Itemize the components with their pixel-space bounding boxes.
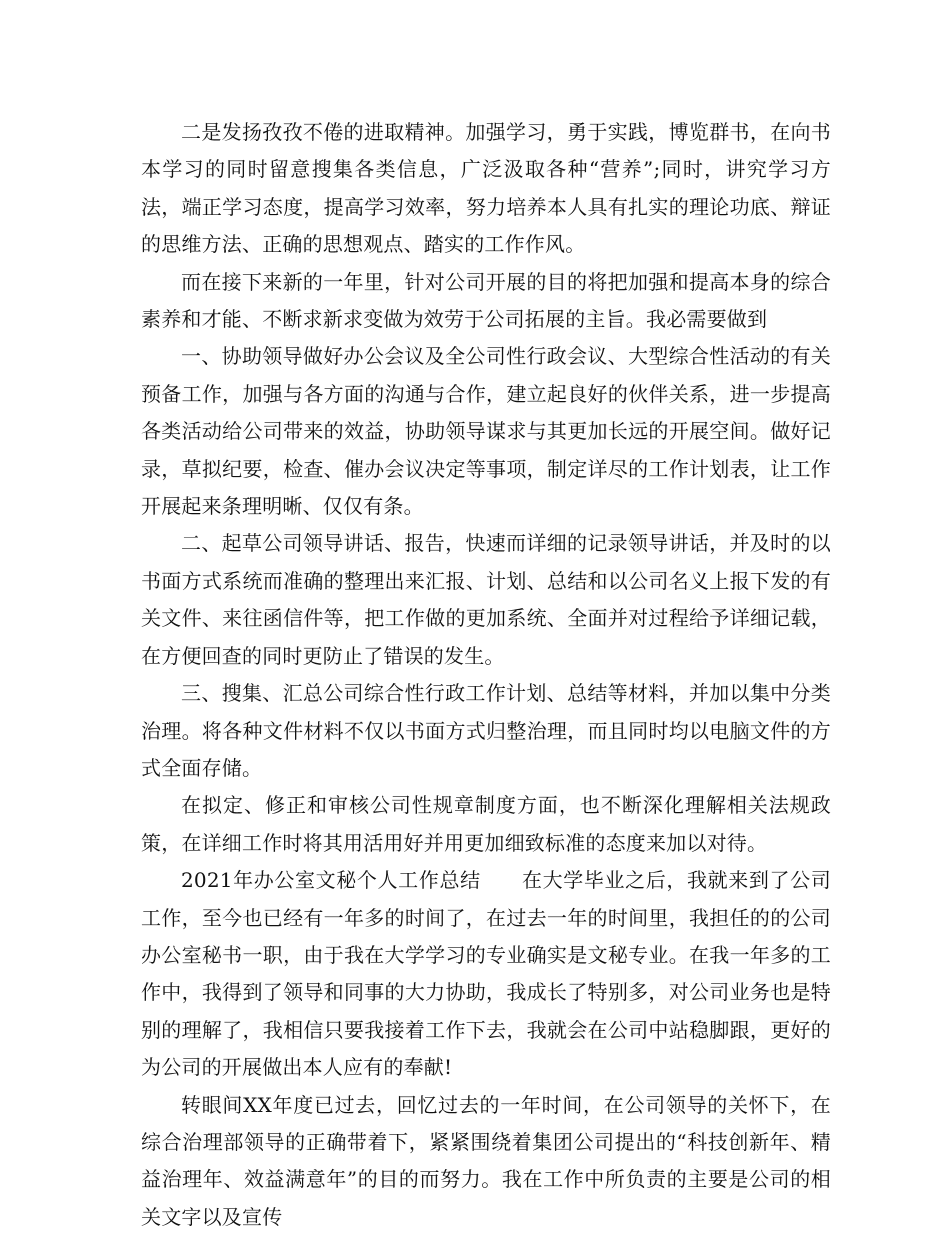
paragraph-year-review: 转眼间XX年度已过去，回忆过去的一年时间，在公司领导的关怀下，在综合治理部领导的正确带着下，紧紧围绕着集团公司提出的“科技创新年、精益治理年、效益满意年”的目的而努力。我在工作中所负责的主要是公司的相关文字以及宣传 xyxy=(141,1092,831,1229)
paragraph-item-one: 一、协助领导做好办公会议及全公司性行政会议、大型综合性活动的有关预备工作，加强与各方面的沟通与合作，建立起良好的伙伴关系，进一步提高各类活动给公司带来的效益，协助领导谋求与其更加长远的开展空间。做好记录，草拟纪要，检查、催办会议决定等事项，制定详尽的工作计划表，让工作开展起来条理明晰、仅仅有条。 xyxy=(141,344,831,519)
document-body xyxy=(141,114,831,1236)
paragraph-new-year-plan: 而在接下来新的一年里，针对公司开展的目的将把加强和提高本身的综合素养和才能、不断求新求变做为效劳于公司拓展的主旨。我必需要做到 xyxy=(141,269,831,332)
paragraph-study-spirit: 二是发扬孜孜不倦的进取精神。加强学习，勇于实践，博览群书，在向书本学习的同时留意搜集各类信息，广泛汲取各种“营养”;同时，讲究学习方法，端正学习态度，提高学习效率，努力培养本人具有扎实的理论功底、辩证的思维方法、正确的思想观点、踏实的工作作风。 xyxy=(141,120,831,257)
paragraph-summary-title: 2021年办公室文秘个人工作总结 在大学毕业之后，我就来到了公司工作，至今也已经有一年多的时间了，在过去一年的时间里，我担任的的公司办公室秘书一职，由于我在大学学习的专业确实是文秘专业。在我一年多的工作中，我得到了领导和同事的大力协助，我成长了特别多，对公司业务也是特别的理解了，我相信只要我接着工作下去，我就会在公司中站稳脚跟，更好的为公司的开展做出本人应有的奉献! xyxy=(141,868,831,1080)
paragraph-item-two: 二、起草公司领导讲话、报告，快速而详细的记录领导讲话，并及时的以书面方式系统而准确的整理出来汇报、计划、总结和以公司名义上报下发的有关文件、来往函信件等，把工作做的更加系统、全面并对过程给予详细记载，在方便回查的同时更防止了错误的发生。 xyxy=(141,531,831,668)
paragraph-regulations: 在拟定、修正和审核公司性规章制度方面，也不断深化理解相关法规政策，在详细工作时将其用活用好并用更加细致标准的态度来加以对待。 xyxy=(141,793,831,855)
paragraph-item-three: 三、搜集、汇总公司综合性行政工作计划、总结等材料，并加以集中分类治理。将各种文件材料不仅以书面方式归整治理，而且同时均以电脑文件的方式全面存储。 xyxy=(141,681,831,780)
